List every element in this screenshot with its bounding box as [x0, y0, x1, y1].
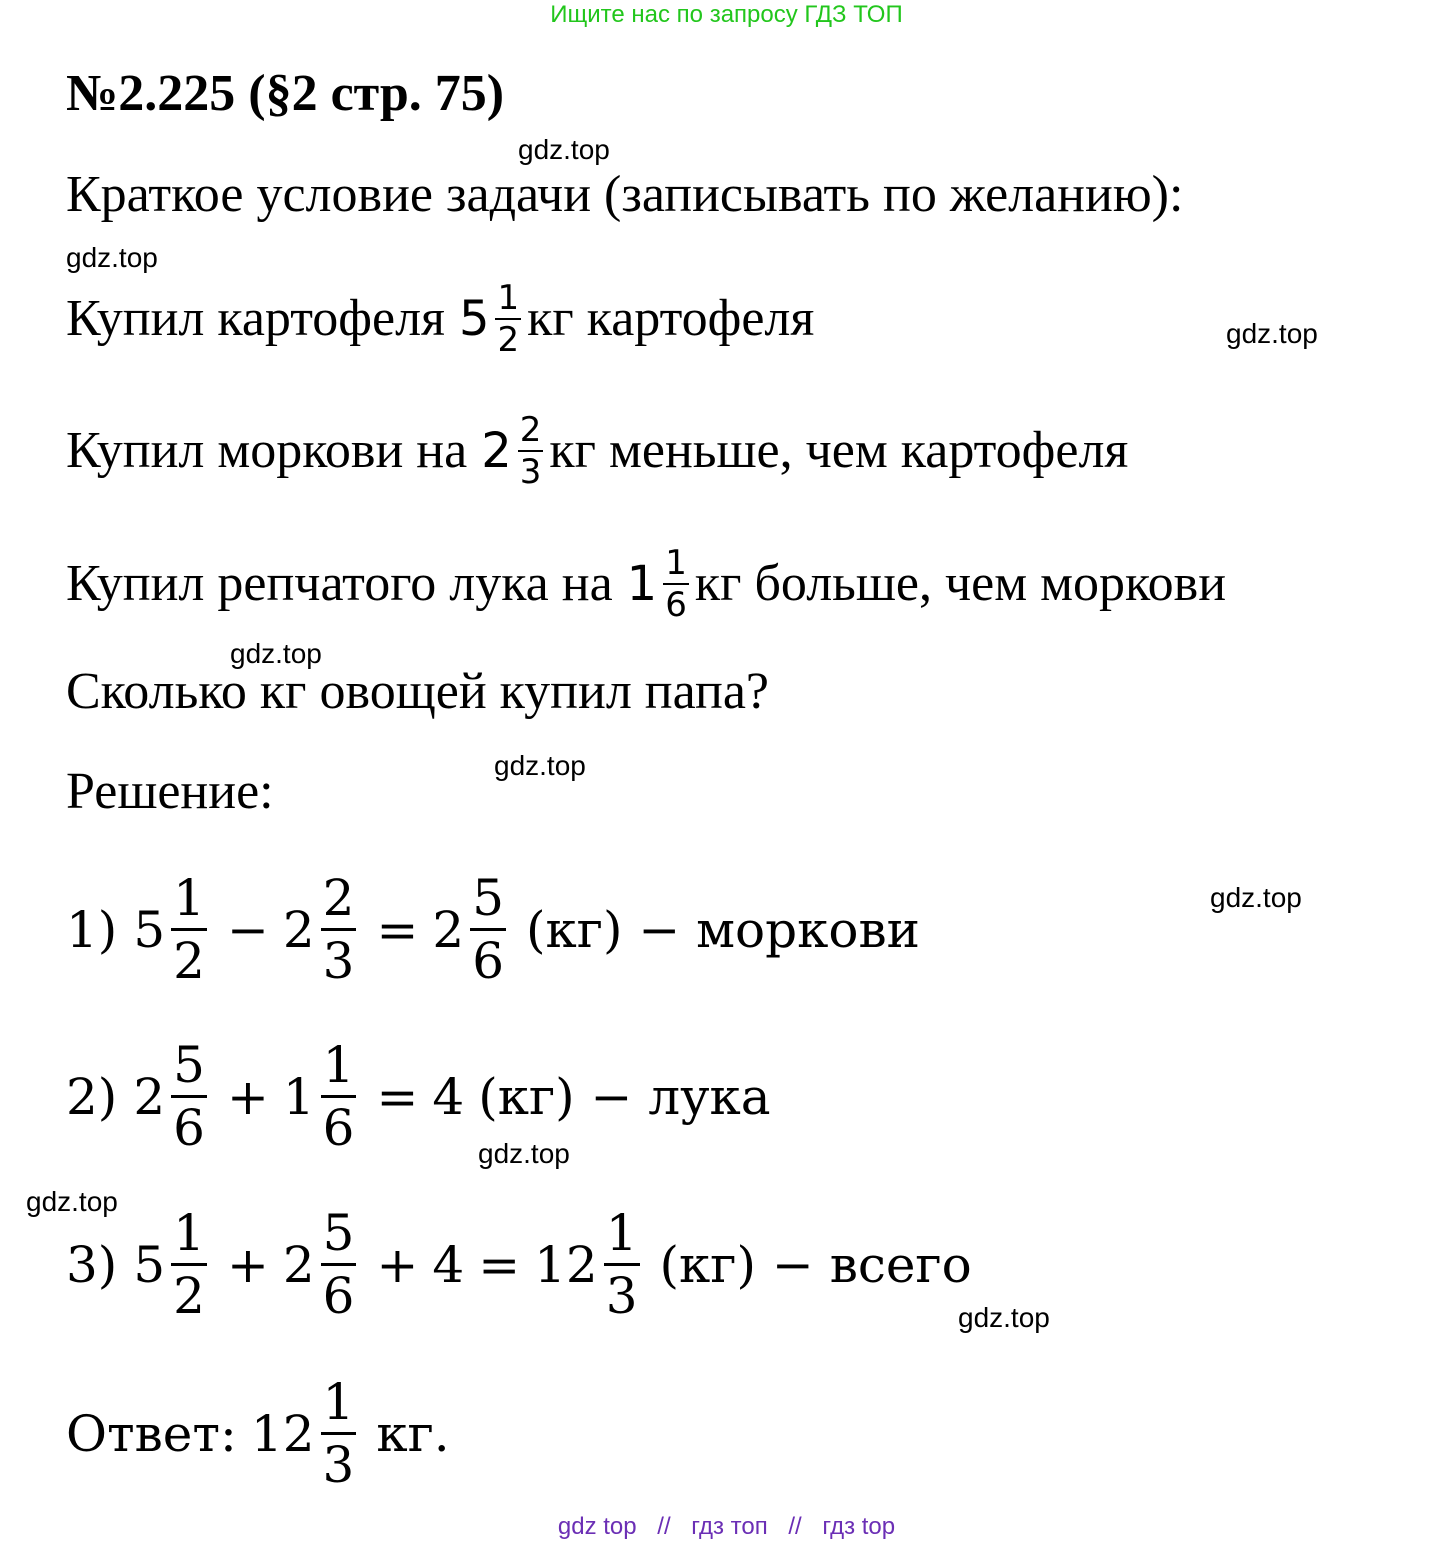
- watermark: gdz.top: [494, 750, 586, 781]
- condition-text: кг больше, чем моркови: [694, 555, 1227, 612]
- denominator: 2: [173, 932, 205, 990]
- operator: −: [226, 900, 269, 959]
- fraction: [518, 410, 544, 492]
- denominator: 6: [173, 1099, 205, 1157]
- denominator: 3: [322, 1436, 355, 1494]
- condition-text: Купил моркови на: [66, 422, 468, 479]
- answer-label: Ответ:: [66, 1404, 237, 1463]
- solution-step-1: [66, 868, 920, 991]
- whole-number: 1: [626, 556, 658, 612]
- fraction: [604, 1203, 640, 1326]
- watermark: gdz.top: [66, 242, 158, 273]
- whole-number: 12: [250, 1404, 315, 1463]
- footer-links: [0, 1512, 1453, 1542]
- equals-sign: =: [478, 1235, 521, 1294]
- numerator: 2: [321, 868, 357, 931]
- whole-number: 2: [432, 900, 465, 959]
- whole-number: 2: [282, 900, 315, 959]
- fraction: [663, 543, 689, 625]
- whole-number: 5: [458, 291, 490, 347]
- solution-step-2: [66, 1035, 771, 1158]
- denominator: 2: [497, 320, 520, 360]
- footer-separator: //: [788, 1513, 802, 1540]
- denominator: 3: [605, 1267, 638, 1325]
- fraction: [171, 1035, 207, 1158]
- footer-separator: //: [657, 1513, 671, 1540]
- denominator: 2: [173, 1267, 205, 1325]
- fraction: [495, 278, 521, 360]
- fraction: [321, 1035, 357, 1158]
- whole-number: 2: [282, 1235, 315, 1294]
- fraction: [171, 868, 207, 991]
- condition-text: кг меньше, чем картофеля: [549, 422, 1129, 479]
- whole-number: 4: [432, 1235, 465, 1294]
- numerator: 1: [171, 1203, 207, 1266]
- fraction: [321, 868, 357, 991]
- fraction: [321, 1203, 357, 1326]
- whole-number: 2: [481, 423, 512, 479]
- numerator: 2: [519, 410, 542, 450]
- numerator: 5: [321, 1203, 357, 1266]
- step-tail: (кг) − лука: [478, 1067, 771, 1126]
- operator: +: [226, 1235, 269, 1294]
- condition-heading: Краткое условие задачи (записывать по желанию):: [66, 166, 1184, 223]
- denominator: 3: [519, 452, 542, 492]
- whole-number: 2: [133, 1067, 166, 1126]
- footer-link[interactable]: гдз top: [822, 1513, 896, 1540]
- numerator: 1: [321, 1035, 357, 1098]
- whole-number: 1: [282, 1067, 315, 1126]
- watermark: gdz.top: [958, 1302, 1050, 1333]
- denominator: 6: [665, 585, 687, 625]
- step-tail: (кг) − моркови: [526, 900, 920, 959]
- numerator: 1: [321, 1372, 357, 1435]
- footer-link[interactable]: gdz top: [557, 1513, 637, 1540]
- watermark: gdz.top: [26, 1186, 118, 1217]
- fraction: [321, 1372, 357, 1495]
- answer-line: [66, 1372, 450, 1495]
- condition-line-potatoes: [66, 278, 814, 360]
- answer-unit: кг.: [376, 1404, 450, 1463]
- condition-text: кг картофеля: [527, 290, 815, 347]
- solution-heading: Решение:: [66, 763, 274, 820]
- condition-line-carrots: [66, 410, 1128, 492]
- question: Сколько кг овощей купил папа?: [66, 663, 769, 720]
- numerator: 1: [665, 543, 687, 583]
- denominator: 6: [322, 1267, 355, 1325]
- whole-number: 12: [534, 1235, 598, 1294]
- step-tail: (кг) − всего: [659, 1235, 972, 1294]
- equals-sign: =: [376, 900, 419, 959]
- problem-title: №2.225 (§2 стр. 75): [66, 65, 505, 122]
- numerator: 1: [497, 278, 520, 318]
- step-label: 1): [66, 900, 118, 959]
- numerator: 5: [470, 868, 506, 931]
- footer-link[interactable]: гдз топ: [691, 1513, 768, 1540]
- condition-line-onions: [66, 543, 1226, 625]
- numerator: 1: [171, 868, 207, 931]
- denominator: 3: [322, 932, 355, 990]
- watermark: gdz.top: [230, 638, 322, 669]
- operator: +: [226, 1067, 269, 1126]
- condition-text: Купил картофеля: [66, 290, 445, 347]
- watermark: gdz.top: [478, 1138, 570, 1169]
- watermark: gdz.top: [1226, 318, 1318, 349]
- whole-number: 5: [133, 900, 166, 959]
- denominator: 6: [472, 932, 505, 990]
- operator: +: [376, 1235, 419, 1294]
- whole-number: 5: [133, 1235, 166, 1294]
- top-banner: Ищите нас по запросу ГДЗ ТОП: [550, 1, 903, 28]
- step-label: 2): [66, 1067, 118, 1126]
- denominator: 6: [322, 1099, 355, 1157]
- condition-text: Купил репчатого лука на: [66, 555, 613, 612]
- numerator: 5: [171, 1035, 207, 1098]
- watermark: gdz.top: [1210, 882, 1302, 913]
- equals-sign: =: [376, 1067, 419, 1126]
- fraction: [171, 1203, 207, 1326]
- step-label: 3): [66, 1235, 118, 1294]
- watermark: gdz.top: [518, 134, 610, 165]
- result: 4: [432, 1067, 465, 1126]
- solution-step-3: [66, 1203, 972, 1326]
- fraction: [470, 868, 506, 991]
- numerator: 1: [604, 1203, 640, 1266]
